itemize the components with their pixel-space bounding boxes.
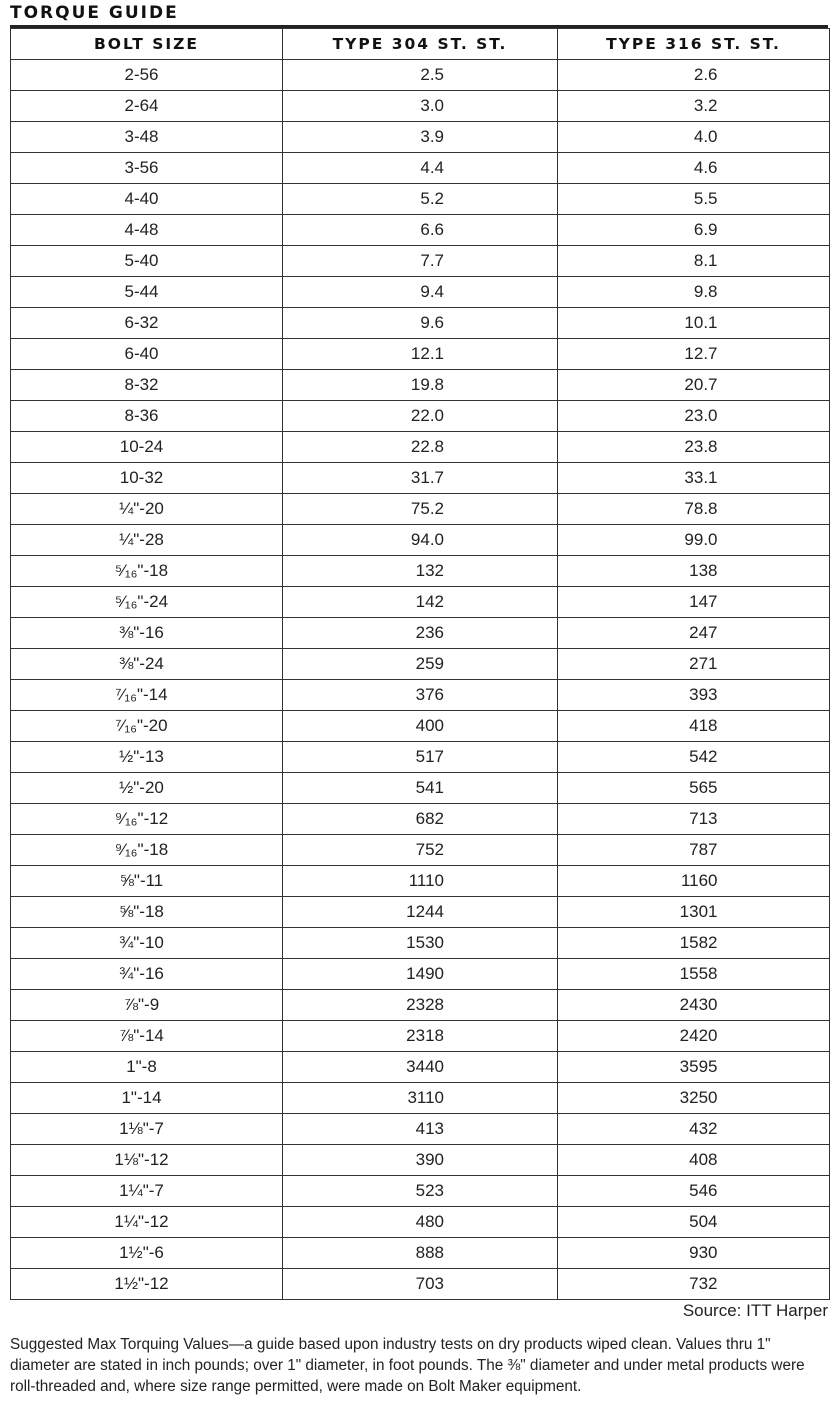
type-304-value: 3440 — [406, 1057, 444, 1076]
type-304-value: 517 — [415, 747, 444, 766]
type-304-value: 682 — [415, 809, 444, 828]
type-316-cell — [558, 742, 830, 773]
type-316-value: 147 — [689, 592, 718, 611]
type-304-value: 94.0 — [410, 530, 444, 549]
type-304-value: 3110 — [407, 1088, 444, 1107]
table-row — [11, 1176, 830, 1207]
table-row — [11, 711, 830, 742]
table-row — [11, 618, 830, 649]
type-304-value: 1244 — [406, 902, 444, 921]
table-row — [11, 401, 830, 432]
type-304-cell — [283, 587, 558, 618]
type-304-cell — [283, 1052, 558, 1083]
type-316-cell — [558, 1269, 830, 1300]
type-316-cell — [558, 804, 830, 835]
table-row — [11, 928, 830, 959]
bolt-size-cell: ⁵⁄₁₆"-18 — [11, 556, 283, 587]
type-304-cell — [283, 432, 558, 463]
type-316-value: 33.1 — [684, 468, 718, 487]
type-304-cell — [283, 308, 558, 339]
table-row — [11, 122, 830, 153]
bolt-size-cell: 1"-14 — [11, 1083, 283, 1114]
bolt-size-cell: ⁹⁄₁₆"-18 — [11, 835, 283, 866]
table-header-row — [11, 29, 830, 60]
type-316-cell — [558, 680, 830, 711]
type-316-value: 408 — [689, 1150, 718, 1169]
type-316-cell — [558, 959, 830, 990]
type-304-value: 541 — [415, 778, 444, 797]
header-type-316: TYPE 316 ST. ST. — [558, 29, 830, 60]
bolt-size-cell: 8-36 — [11, 401, 283, 432]
type-316-value: 78.8 — [684, 499, 718, 518]
type-304-cell — [283, 246, 558, 277]
table-row — [11, 1114, 830, 1145]
type-304-cell — [283, 525, 558, 556]
bolt-size-cell: 10-32 — [11, 463, 283, 494]
type-304-value: 1530 — [406, 933, 444, 952]
type-304-cell — [283, 556, 558, 587]
type-316-value: 1558 — [679, 964, 718, 983]
type-304-cell — [283, 742, 558, 773]
type-316-cell — [558, 618, 830, 649]
type-316-value: 393 — [689, 685, 718, 704]
type-304-value: 236 — [415, 623, 444, 642]
type-316-cell — [558, 897, 830, 928]
bolt-size-cell: ⅞"-9 — [11, 990, 283, 1021]
bolt-size-cell: 1"-8 — [11, 1052, 283, 1083]
type-316-cell — [558, 91, 830, 122]
type-304-value: 3.0 — [420, 96, 444, 115]
type-316-value: 930 — [689, 1243, 718, 1262]
type-304-cell — [283, 184, 558, 215]
type-316-value: 542 — [689, 747, 718, 766]
type-304-value: 22.0 — [410, 406, 444, 425]
type-304-value: 2.5 — [420, 65, 444, 84]
bolt-size-cell: 3-48 — [11, 122, 283, 153]
type-316-value: 1582 — [679, 933, 718, 952]
footnote: Suggested Max Torquing Values—a guide based upon industry tests on dry products wiped clean. Values thru 1" diameter are stated in inch pounds; over 1" diameter, in foot pounds. The ⅜" diameter and under metal products were roll-threaded and, where size range permitted, were made on Bolt Maker equipment. — [10, 1336, 805, 1395]
bolt-size-cell: ⅞"-14 — [11, 1021, 283, 1052]
table-row — [11, 587, 830, 618]
bolt-size-cell: 1½"-6 — [11, 1238, 283, 1269]
bolt-size-cell: 1¼"-12 — [11, 1207, 283, 1238]
table-row — [11, 277, 830, 308]
type-304-value: 132 — [415, 561, 444, 580]
type-304-cell — [283, 1021, 558, 1052]
table-row — [11, 556, 830, 587]
table-row — [11, 835, 830, 866]
type-316-cell — [558, 928, 830, 959]
type-316-cell — [558, 370, 830, 401]
type-316-cell — [558, 215, 830, 246]
table-row — [11, 804, 830, 835]
type-304-value: 9.6 — [420, 313, 444, 332]
type-316-cell — [558, 184, 830, 215]
type-316-value: 8.1 — [693, 251, 718, 270]
table-row — [11, 866, 830, 897]
type-304-cell — [283, 711, 558, 742]
type-316-value: 732 — [689, 1274, 718, 1293]
type-316-value: 3250 — [679, 1088, 718, 1107]
table-row — [11, 1083, 830, 1114]
bolt-size-cell: 5-40 — [11, 246, 283, 277]
bolt-size-cell: ¼"-20 — [11, 494, 283, 525]
type-316-cell — [558, 153, 830, 184]
type-304-value: 413 — [415, 1119, 444, 1138]
type-316-cell — [558, 1207, 830, 1238]
type-316-value: 10.1 — [684, 313, 718, 332]
type-316-cell — [558, 277, 830, 308]
type-304-value: 1490 — [406, 964, 444, 983]
bolt-size-cell: 1⅛"-12 — [11, 1145, 283, 1176]
type-316-value: 2430 — [679, 995, 718, 1014]
type-304-cell — [283, 91, 558, 122]
type-316-cell — [558, 587, 830, 618]
type-316-cell — [558, 711, 830, 742]
type-304-cell — [283, 401, 558, 432]
bolt-size-cell: ½"-13 — [11, 742, 283, 773]
type-316-cell — [558, 866, 830, 897]
bolt-size-cell: ¼"-28 — [11, 525, 283, 556]
bolt-size-cell: ⁷⁄₁₆"-14 — [11, 680, 283, 711]
type-304-value: 4.4 — [420, 158, 444, 177]
type-304-value: 142 — [415, 592, 444, 611]
type-304-value: 1110 — [408, 871, 444, 890]
type-316-cell — [558, 990, 830, 1021]
type-304-cell — [283, 680, 558, 711]
type-316-value: 713 — [689, 809, 718, 828]
type-304-cell — [283, 1114, 558, 1145]
table-row — [11, 1021, 830, 1052]
table-row — [11, 339, 830, 370]
table-row — [11, 246, 830, 277]
bolt-size-cell: 3-56 — [11, 153, 283, 184]
bolt-size-cell: 5-44 — [11, 277, 283, 308]
type-316-cell — [558, 463, 830, 494]
table-row — [11, 1238, 830, 1269]
type-304-cell — [283, 1238, 558, 1269]
bolt-size-cell: ½"-20 — [11, 773, 283, 804]
bolt-size-cell: 1¼"-7 — [11, 1176, 283, 1207]
table-row — [11, 432, 830, 463]
type-304-value: 390 — [415, 1150, 444, 1169]
type-316-value: 6.9 — [693, 220, 718, 239]
type-316-cell — [558, 525, 830, 556]
table-row — [11, 153, 830, 184]
bolt-size-cell: 1⅛"-7 — [11, 1114, 283, 1145]
bolt-size-cell: 2-56 — [11, 60, 283, 91]
table-row — [11, 60, 830, 91]
table-row — [11, 91, 830, 122]
table-row — [11, 1052, 830, 1083]
type-304-cell — [283, 804, 558, 835]
table-row — [11, 308, 830, 339]
type-304-cell — [283, 463, 558, 494]
type-304-cell — [283, 1083, 558, 1114]
bolt-size-cell: ⅝"-18 — [11, 897, 283, 928]
type-304-cell — [283, 959, 558, 990]
bolt-size-cell: 1½"-12 — [11, 1269, 283, 1300]
type-304-cell — [283, 1269, 558, 1300]
type-304-value: 5.2 — [420, 189, 444, 208]
header-type-304: TYPE 304 ST. ST. — [283, 29, 558, 60]
header-bolt-size: BOLT SIZE — [11, 29, 283, 60]
bolt-size-cell: ¾"-16 — [11, 959, 283, 990]
type-304-value: 19.8 — [410, 375, 444, 394]
type-316-cell — [558, 494, 830, 525]
type-304-value: 22.8 — [410, 437, 444, 456]
type-304-cell — [283, 494, 558, 525]
type-316-value: 2.6 — [693, 65, 718, 84]
bolt-size-cell: 2-64 — [11, 91, 283, 122]
type-316-cell — [558, 60, 830, 91]
table-row — [11, 649, 830, 680]
bolt-size-cell: ⁵⁄₁₆"-24 — [11, 587, 283, 618]
table-row — [11, 494, 830, 525]
type-316-value: 1301 — [679, 902, 718, 921]
type-316-value: 546 — [689, 1181, 718, 1200]
type-316-value: 504 — [689, 1212, 718, 1231]
type-316-value: 20.7 — [684, 375, 718, 394]
type-316-value: 271 — [689, 654, 718, 673]
table-row — [11, 990, 830, 1021]
type-316-cell — [558, 1114, 830, 1145]
type-316-value: 23.8 — [684, 437, 718, 456]
type-316-value: 418 — [689, 716, 718, 735]
bolt-size-cell: ¾"-10 — [11, 928, 283, 959]
type-304-cell — [283, 370, 558, 401]
type-304-cell — [283, 897, 558, 928]
type-304-cell — [283, 773, 558, 804]
type-316-cell — [558, 1083, 830, 1114]
type-316-cell — [558, 246, 830, 277]
type-316-value: 99.0 — [684, 530, 718, 549]
type-304-cell — [283, 835, 558, 866]
type-304-cell — [283, 215, 558, 246]
table-row — [11, 1145, 830, 1176]
bolt-size-cell: ⅝"-11 — [11, 866, 283, 897]
table-row — [11, 463, 830, 494]
table-row — [11, 1207, 830, 1238]
table-row — [11, 742, 830, 773]
bolt-size-cell: 10-24 — [11, 432, 283, 463]
type-316-cell — [558, 835, 830, 866]
type-316-value: 432 — [689, 1119, 718, 1138]
table-row — [11, 680, 830, 711]
bolt-size-cell: 8-32 — [11, 370, 283, 401]
type-316-cell — [558, 556, 830, 587]
table-row — [11, 215, 830, 246]
type-316-cell — [558, 1052, 830, 1083]
bolt-size-cell: 4-40 — [11, 184, 283, 215]
type-304-value: 2318 — [406, 1026, 444, 1045]
type-316-cell — [558, 339, 830, 370]
type-304-cell — [283, 339, 558, 370]
type-304-value: 31.7 — [410, 468, 444, 487]
type-304-cell — [283, 928, 558, 959]
type-304-value: 12.1 — [410, 344, 444, 363]
type-316-value: 138 — [689, 561, 718, 580]
bolt-size-cell: ⁷⁄₁₆"-20 — [11, 711, 283, 742]
type-304-value: 6.6 — [420, 220, 444, 239]
type-316-cell — [558, 649, 830, 680]
type-304-value: 75.2 — [410, 499, 444, 518]
type-316-cell — [558, 122, 830, 153]
type-316-value: 247 — [689, 623, 718, 642]
table-row — [11, 1269, 830, 1300]
type-304-cell — [283, 990, 558, 1021]
bolt-size-cell: ⁹⁄₁₆"-12 — [11, 804, 283, 835]
bolt-size-cell: 4-48 — [11, 215, 283, 246]
type-304-cell — [283, 1207, 558, 1238]
page-title: TORQUE GUIDE — [10, 3, 179, 23]
type-304-value: 9.4 — [420, 282, 444, 301]
type-316-cell — [558, 1021, 830, 1052]
type-304-cell — [283, 1145, 558, 1176]
type-304-cell — [283, 122, 558, 153]
type-316-cell — [558, 308, 830, 339]
bolt-size-cell: ⅜"-24 — [11, 649, 283, 680]
table-row — [11, 773, 830, 804]
type-304-value: 888 — [415, 1243, 444, 1262]
type-316-value: 9.8 — [693, 282, 718, 301]
type-316-cell — [558, 1145, 830, 1176]
bolt-size-cell: 6-32 — [11, 308, 283, 339]
type-316-cell — [558, 432, 830, 463]
type-304-value: 7.7 — [420, 251, 444, 270]
type-304-value: 2328 — [406, 995, 444, 1014]
type-304-cell — [283, 1176, 558, 1207]
type-316-value: 565 — [689, 778, 718, 797]
type-316-value: 12.7 — [684, 344, 718, 363]
type-304-value: 3.9 — [420, 127, 444, 146]
type-304-value: 480 — [415, 1212, 444, 1231]
type-316-value: 1160 — [680, 871, 718, 890]
type-316-cell — [558, 773, 830, 804]
type-316-value: 2420 — [679, 1026, 718, 1045]
bolt-size-cell: 6-40 — [11, 339, 283, 370]
type-316-cell — [558, 1238, 830, 1269]
type-304-value: 703 — [415, 1274, 444, 1293]
type-304-cell — [283, 618, 558, 649]
type-316-value: 3.2 — [693, 96, 718, 115]
table-row — [11, 525, 830, 556]
type-316-cell — [558, 401, 830, 432]
type-304-cell — [283, 153, 558, 184]
type-304-cell — [283, 60, 558, 91]
table-row — [11, 184, 830, 215]
torque-table — [10, 28, 830, 1300]
type-316-value: 5.5 — [693, 189, 718, 208]
table-row — [11, 897, 830, 928]
type-304-value: 259 — [415, 654, 444, 673]
type-304-value: 523 — [415, 1181, 444, 1200]
table-row — [11, 959, 830, 990]
type-316-value: 4.6 — [693, 158, 718, 177]
type-304-cell — [283, 649, 558, 680]
type-316-value: 4.0 — [693, 127, 718, 146]
type-304-value: 400 — [415, 716, 444, 735]
type-304-cell — [283, 277, 558, 308]
type-304-value: 752 — [415, 840, 444, 859]
source-credit: Source: ITT Harper — [682, 1301, 828, 1320]
type-316-cell — [558, 1176, 830, 1207]
type-316-value: 23.0 — [684, 406, 718, 425]
type-304-value: 376 — [415, 685, 444, 704]
type-304-cell — [283, 866, 558, 897]
bolt-size-cell: ⅜"-16 — [11, 618, 283, 649]
type-316-value: 787 — [689, 840, 718, 859]
table-row — [11, 370, 830, 401]
type-316-value: 3595 — [679, 1057, 718, 1076]
